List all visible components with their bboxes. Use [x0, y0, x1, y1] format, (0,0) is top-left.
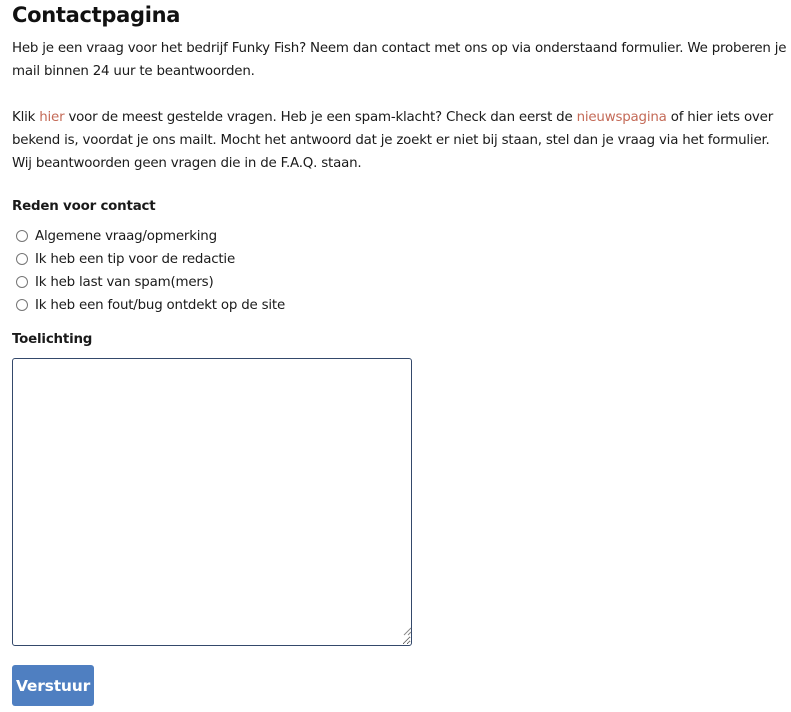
radio-button[interactable] — [16, 253, 28, 265]
reason-option-tip[interactable] — [16, 248, 285, 271]
radio-button[interactable] — [16, 276, 28, 288]
reason-option-label: Ik heb een tip voor de redactie — [35, 252, 235, 267]
news-page-link[interactable]: nieuwspagina — [576, 110, 667, 125]
info-text — [12, 106, 791, 175]
remark-label: Toelichting — [12, 332, 93, 347]
remark-textarea[interactable] — [12, 358, 412, 646]
page-title: Contactpagina — [12, 3, 181, 27]
info-text-end: of hier iets over bekend is, voordat je ons mailt. Mocht het antwoord dat je zoekt er niet bij staan, stel dan je vraag via het formulier. — [12, 110, 774, 148]
reason-option-label: Ik heb een fout/bug ontdekt op de site — [35, 298, 286, 313]
reason-radio-group — [16, 225, 285, 317]
submit-button[interactable]: Verstuur — [12, 665, 94, 706]
reason-label: Reden voor contact — [12, 199, 156, 214]
reason-option-label: Algemene vraag/opmerking — [35, 229, 217, 244]
reason-option-spam[interactable] — [16, 271, 285, 294]
resize-grip-icon[interactable] — [402, 626, 412, 636]
reason-option-bug[interactable] — [16, 294, 285, 317]
info-text-middle: voor de meest gestelde vragen. Heb je een spam-klacht? Check dan eerst de — [64, 110, 577, 125]
intro-text: Heb je een vraag voor het bedrijf Funky Fish? Neem dan contact met ons op via onderstaand formulier. We proberen je mail binnen 24 uur te beantwoorden. — [12, 41, 787, 79]
info-text-klik: Klik — [12, 110, 40, 125]
reason-option-label: Ik heb last van spam(mers) — [35, 275, 214, 290]
faq-link[interactable]: hier — [39, 110, 65, 125]
radio-button[interactable] — [16, 230, 28, 242]
reason-option-general[interactable] — [16, 225, 285, 248]
faq-notice: Wij beantwoorden geen vragen die in de F.A.Q. staan. — [12, 156, 362, 171]
radio-button[interactable] — [16, 299, 28, 311]
